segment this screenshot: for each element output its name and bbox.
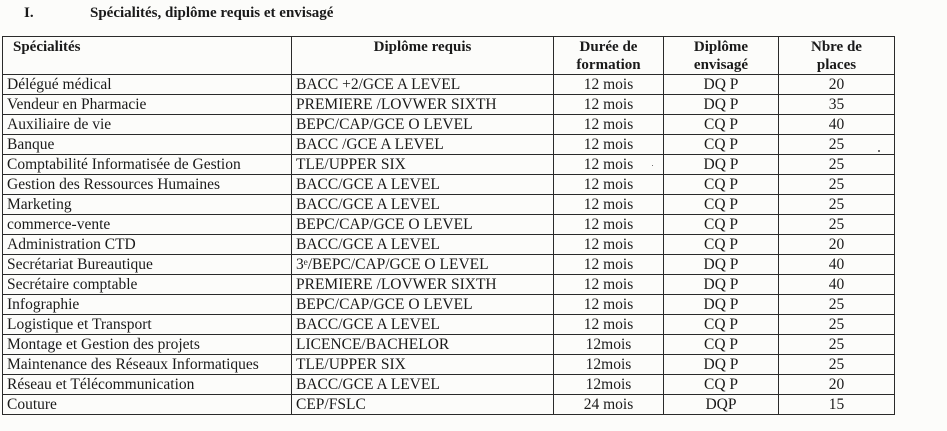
cell-diplome-requis: BACC/GCE A LEVEL (292, 375, 554, 395)
cell-places: 20 (779, 375, 895, 395)
cell-diplome-requis: BEPC/CAP/GCE O LEVEL (292, 295, 554, 315)
table-header-row (3, 37, 895, 75)
cell-diplome-envisage: DQ P (664, 295, 779, 315)
table-row (3, 135, 895, 155)
table-row (3, 375, 895, 395)
cell-diplome-envisage: DQ P (664, 255, 779, 275)
cell-duree: 12 mois (554, 115, 664, 135)
table-row (3, 95, 895, 115)
cell-diplome-requis: CEP/FSLC (292, 395, 554, 415)
table-row (3, 295, 895, 315)
cell-duree: 12 mois (554, 195, 664, 215)
cell-specialite: Couture (3, 395, 292, 415)
cell-duree: 12 mois (554, 295, 664, 315)
header-specialites: Spécialités (3, 37, 292, 75)
cell-duree: 12 mois (554, 135, 664, 155)
cell-duree: 12mois (554, 375, 664, 395)
cell-duree: 12 mois (554, 95, 664, 115)
cell-duree: 12 mois (554, 215, 664, 235)
specialties-table (2, 36, 895, 415)
cell-places: 15 (779, 395, 895, 415)
table-row (3, 215, 895, 235)
cell-diplome-envisage: CQ P (664, 375, 779, 395)
cell-diplome-envisage: CQ P (664, 195, 779, 215)
cell-diplome-requis: BACC +2/GCE A LEVEL (292, 75, 554, 95)
cell-duree: 12 mois (554, 175, 664, 195)
cell-diplome-envisage: CQ P (664, 235, 779, 255)
table-row (3, 355, 895, 375)
cell-specialite: Infographie (3, 295, 292, 315)
cell-places: 35 (779, 95, 895, 115)
cell-specialite: Administration CTD (3, 235, 292, 255)
cell-places: 20 (779, 75, 895, 95)
table-row (3, 335, 895, 355)
cell-places: 25 (779, 295, 895, 315)
cell-places: 25 (779, 355, 895, 375)
table-row (3, 75, 895, 95)
cell-duree: 12 mois (554, 255, 664, 275)
cell-specialite: Maintenance des Réseaux Informatiques (3, 355, 292, 375)
cell-diplome-requis: PREMIERE /LOVWER SIXTH (292, 95, 554, 115)
table-row (3, 175, 895, 195)
table-row (3, 395, 895, 415)
cell-places: 40 (779, 115, 895, 135)
cell-specialite: Délégué médical (3, 75, 292, 95)
cell-specialite: Vendeur en Pharmacie (3, 95, 292, 115)
cell-diplome-envisage: CQ P (664, 115, 779, 135)
cell-specialite: Gestion des Ressources Humaines (3, 175, 292, 195)
cell-places: 40 (779, 255, 895, 275)
header-nbre-places: Nbre de places (779, 37, 895, 75)
table-row (3, 155, 895, 175)
cell-diplome-requis: BACC /GCE A LEVEL (292, 135, 554, 155)
table-row (3, 275, 895, 295)
table-row (3, 195, 895, 215)
cell-diplome-requis: LICENCE/BACHELOR (292, 335, 554, 355)
header-diplome-requis: Diplôme requis (292, 37, 554, 75)
cell-places: 25 (779, 135, 895, 155)
cell-duree: 24 mois (554, 395, 664, 415)
cell-diplome-envisage: CQ P (664, 215, 779, 235)
table-row (3, 315, 895, 335)
cell-diplome-envisage: CQ P (664, 315, 779, 335)
cell-duree: 12 mois (554, 75, 664, 95)
cell-diplome-envisage: DQP (664, 395, 779, 415)
header-duree-formation: Durée de formation (554, 37, 664, 75)
cell-specialite: Marketing (3, 195, 292, 215)
cell-places: 25 (779, 195, 895, 215)
cell-places: 25 (779, 315, 895, 335)
cell-duree: 12 mois (554, 155, 664, 175)
cell-specialite: Secrétaire comptable (3, 275, 292, 295)
cell-diplome-requis: BACC/GCE A LEVEL (292, 195, 554, 215)
cell-places: 40 (779, 275, 895, 295)
cell-diplome-requis: 3ᵉ/BEPC/CAP/GCE O LEVEL (292, 255, 554, 275)
cell-places: 25 (779, 335, 895, 355)
cell-diplome-requis: BEPC/CAP/GCE O LEVEL (292, 115, 554, 135)
cell-diplome-requis: PREMIERE /LOVWER SIXTH (292, 275, 554, 295)
cell-places: 25 (779, 155, 895, 175)
scan-speck (652, 165, 653, 166)
cell-diplome-envisage: CQ P (664, 335, 779, 355)
cell-specialite: Réseau et Télécommunication (3, 375, 292, 395)
cell-diplome-envisage: DQ P (664, 155, 779, 175)
cell-specialite: Banque (3, 135, 292, 155)
cell-specialite: Logistique et Transport (3, 315, 292, 335)
cell-duree: 12mois (554, 335, 664, 355)
cell-duree: 12 mois (554, 315, 664, 335)
cell-places: 25 (779, 215, 895, 235)
cell-diplome-requis: TLE/UPPER SIX (292, 155, 554, 175)
cell-diplome-envisage: DQ P (664, 275, 779, 295)
cell-diplome-envisage: DQ P (664, 75, 779, 95)
cell-specialite: commerce-vente (3, 215, 292, 235)
cell-diplome-envisage: CQ P (664, 135, 779, 155)
cell-specialite: Auxiliaire de vie (3, 115, 292, 135)
scan-speck (878, 150, 880, 152)
section-number: I. (24, 5, 34, 21)
cell-places: 25 (779, 175, 895, 195)
cell-diplome-requis: BEPC/CAP/GCE O LEVEL (292, 215, 554, 235)
cell-duree: 12mois (554, 355, 664, 375)
section-title-text: Spécialités, diplôme requis et envisagé (90, 5, 334, 21)
cell-duree: 12 mois (554, 275, 664, 295)
table-row (3, 115, 895, 135)
table-row (3, 255, 895, 275)
cell-duree: 12 mois (554, 235, 664, 255)
cell-specialite: Montage et Gestion des projets (3, 335, 292, 355)
cell-diplome-envisage: DQ P (664, 95, 779, 115)
cell-diplome-requis: BACC/GCE A LEVEL (292, 235, 554, 255)
cell-diplome-requis: BACC/GCE A LEVEL (292, 315, 554, 335)
cell-specialite: Secrétariat Bureautique (3, 255, 292, 275)
cell-places: 20 (779, 235, 895, 255)
table-row (3, 235, 895, 255)
cell-diplome-envisage: DQ P (664, 355, 779, 375)
cell-diplome-requis: BACC/GCE A LEVEL (292, 175, 554, 195)
cell-diplome-envisage: CQ P (664, 175, 779, 195)
section-title (24, 5, 333, 22)
header-diplome-envisage: Diplôme envisagé (664, 37, 779, 75)
cell-diplome-requis: TLE/UPPER SIX (292, 355, 554, 375)
cell-specialite: Comptabilité Informatisée de Gestion (3, 155, 292, 175)
